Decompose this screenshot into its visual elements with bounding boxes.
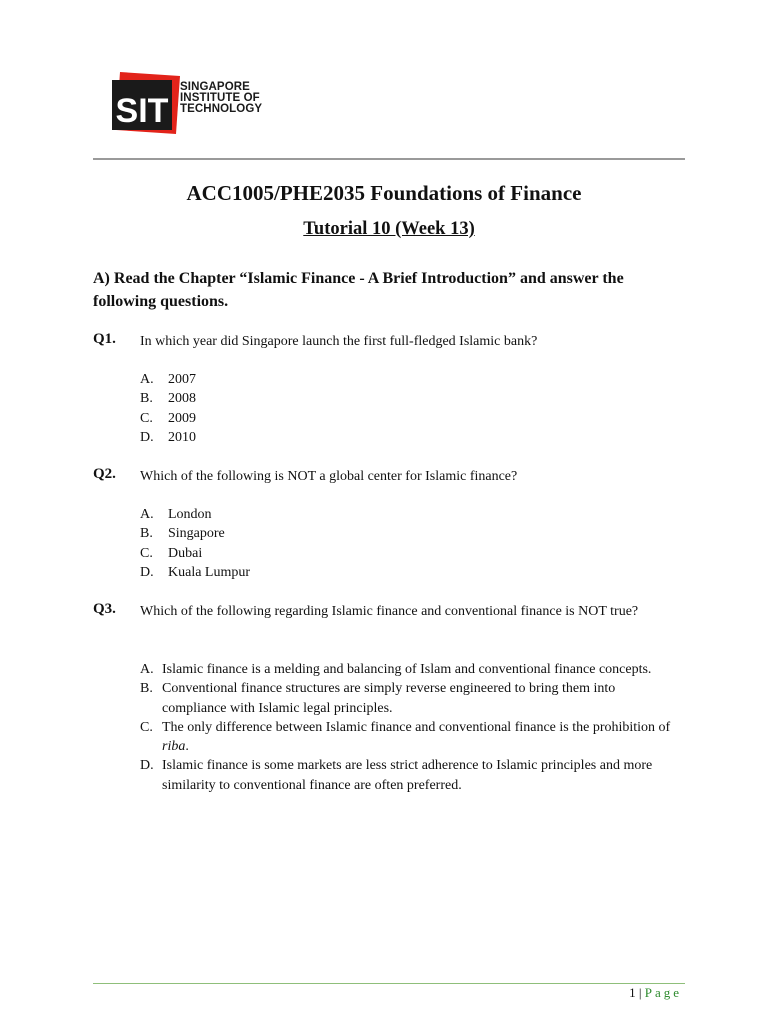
option-list (140, 370, 680, 447)
option-item (140, 370, 680, 389)
question-text: In which year did Singapore launch the first full-fledged Islamic bank? (140, 334, 538, 349)
option-letter: B. (140, 681, 153, 697)
page-word: Page (644, 985, 682, 1000)
option-item (140, 505, 680, 524)
option-text: London (168, 507, 212, 522)
sit-logo (110, 72, 270, 134)
option-item (140, 718, 675, 757)
section-heading: A) Read the Chapter “Islamic Finance - A Brief Introduction” and answer the following questions. (93, 270, 624, 310)
question-label: Q1. (93, 331, 116, 347)
option-item (140, 389, 680, 408)
option-letter: A. (140, 507, 154, 522)
option-emphasis: riba (162, 739, 186, 755)
page-footer (629, 985, 682, 1001)
option-suffix: . (185, 739, 189, 755)
option-text: Islamic finance is some markets are less strict adherence to Islamic principles and more similarity to conventional finance are often preferred. (162, 758, 653, 793)
option-text: 2007 (168, 372, 196, 387)
option-item (140, 409, 680, 428)
option-letter: D. (140, 429, 154, 445)
option-letter: C. (140, 410, 153, 426)
option-list (140, 660, 675, 795)
logo-line-1: SINGAPORE (180, 81, 250, 93)
logo-mark-text: SIT (115, 92, 169, 130)
option-letter: C. (140, 719, 153, 735)
option-text: The only difference between Islamic finance and conventional finance is the prohibition of (162, 719, 671, 735)
document-title: ACC1005/PHE2035 Foundations of Finance (186, 181, 582, 205)
logo-wordmark (180, 82, 262, 115)
option-text: Islamic finance is a melding and balancing of Islam and conventional finance concepts. (162, 662, 652, 677)
option-item (140, 428, 680, 447)
option-letter: A. (140, 662, 154, 677)
option-list (140, 505, 680, 582)
option-text: Conventional finance structures are simply reverse engineered to bring them into compliance with Islamic legal principles. (162, 681, 616, 716)
option-item (140, 524, 680, 543)
option-text: 2009 (168, 410, 196, 426)
option-text: 2008 (168, 391, 196, 407)
page-number: 1 (629, 985, 636, 1000)
option-letter: D. (140, 564, 154, 580)
option-item (140, 756, 675, 795)
option-letter: B. (140, 391, 153, 407)
option-letter: C. (140, 545, 153, 561)
footer-separator: | (638, 985, 642, 1000)
option-letter: B. (140, 526, 153, 542)
question-text: Which of the following regarding Islamic finance and conventional finance is NOT true? (140, 604, 639, 619)
option-item (140, 544, 680, 563)
option-text: Dubai (168, 545, 203, 561)
document-subtitle: Tutorial 10 (Week 13) (303, 219, 475, 239)
option-text: 2010 (168, 429, 196, 445)
question-label: Q3. (93, 601, 116, 617)
question-text: Which of the following is NOT a global center for Islamic finance? (140, 469, 518, 484)
option-item (140, 563, 680, 582)
option-text: Kuala Lumpur (168, 564, 251, 580)
option-letter: D. (140, 758, 154, 774)
sit-logo-mark (110, 72, 180, 134)
option-item (140, 679, 675, 718)
question-label: Q2. (93, 466, 116, 482)
footer-divider (93, 983, 685, 984)
option-text: Singapore (168, 526, 225, 542)
option-item (140, 660, 675, 679)
option-letter: A. (140, 372, 154, 387)
logo-line-3: TECHNOLOGY (180, 103, 263, 115)
header-divider (93, 158, 685, 160)
logo-line-2: INSTITUTE OF (180, 92, 260, 104)
